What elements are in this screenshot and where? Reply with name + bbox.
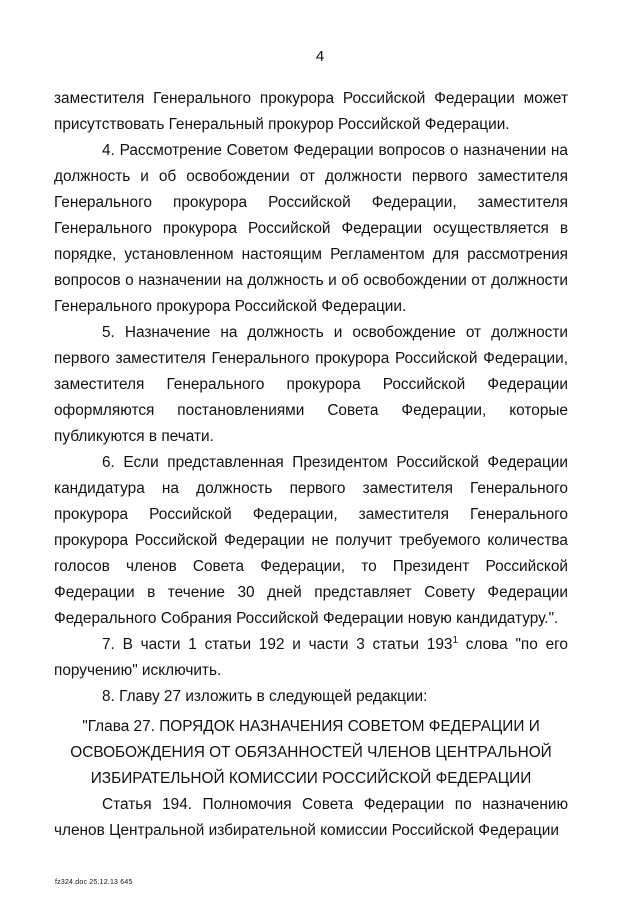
chapter-heading-line-1: "Глава 27. ПОРЯДОК НАЗНАЧЕНИЯ СОВЕТОМ ФЕДЕРАЦИИ И <box>82 718 540 735</box>
chapter-heading-line-3: ИЗБИРАТЕЛЬНОЙ КОМИССИИ РОССИЙСКОЙ ФЕДЕРАЦИИ <box>90 770 532 787</box>
paragraph-7 <box>54 632 568 684</box>
paragraph-7-superscript: 1 <box>452 634 458 646</box>
chapter-heading <box>54 710 568 792</box>
continuation-paragraph: заместителя Генерального прокурора Российской Федерации может присутствовать Генеральный прокурор Российской Федерации. <box>54 90 568 133</box>
paragraph-6: 6. Если представленная Президентом Российской Федерации кандидатура на должность первого заместителя Генерального прокурора Российской Федерации, заместителя Генерального прокурора Российской Федерации не получит требуемого количества голосов членов Совета Федерации, то Президент Российской Федерации в течение 30 дней представляет Совету Федерации Федерального Собрания Российской Федерации новую кандидатуру.". <box>54 454 568 627</box>
paragraph-4: 4. Рассмотрение Советом Федерации вопросов о назначении на должность и об освобождении от должности первого заместителя Генерального прокурора Российской Федерации, заместителя Генерального прокурора Российской Федерации осуществляется в порядке, установленном настоящим Регламентом для рассмотрения вопросов о назначении на должность и об освобождении от должности Генерального прокурора Российской Федерации. <box>54 142 568 315</box>
paragraph-5: 5. Назначение на должность и освобождение от должности первого заместителя Генерального прокурора Российской Федерации, заместителя Генерального прокурора Российской Федерации оформляются постановлениями Совета Федерации, которые публикуются в печати. <box>54 324 568 445</box>
article-194-title: Статья 194. Полномочия Совета Федерации по назначению членов Центральной избирательной комиссии Российской Федерации <box>54 796 568 839</box>
document-body <box>54 86 568 844</box>
file-footer: fz324.doc 25.12.13 645 <box>55 879 133 886</box>
paragraph-8: 8. Главу 27 изложить в следующей редакции: <box>102 688 428 705</box>
paragraph-7-text-end: слова "по его поручению" исключить. <box>54 636 568 679</box>
page-number: 4 <box>315 48 325 65</box>
chapter-heading-line-2: ОСВОБОЖДЕНИЯ ОТ ОБЯЗАННОСТЕЙ ЧЛЕНОВ ЦЕНТРАЛЬНОЙ <box>70 744 552 761</box>
paragraph-7-text: 7. В части 1 статьи 192 и части 3 статьи 193 <box>102 636 453 653</box>
